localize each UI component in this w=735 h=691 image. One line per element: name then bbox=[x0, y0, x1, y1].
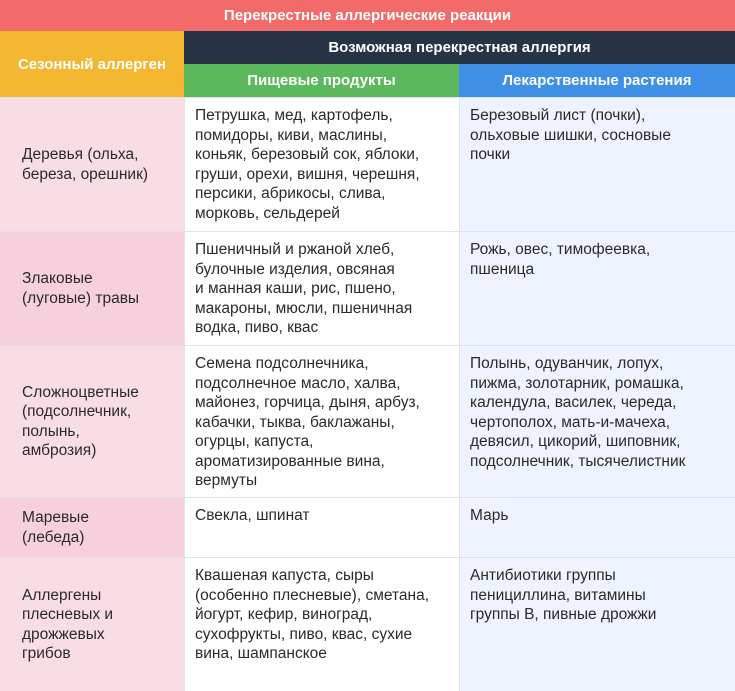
herbs-cell: Рожь, овес, тимофеевка, пшеница bbox=[459, 232, 735, 345]
allergen-cell: Сложноцветные (подсолнечник, полынь, амброзия) bbox=[0, 346, 184, 497]
food-cell: Свекла, шпинат bbox=[184, 498, 459, 557]
herbs-cell: Марь bbox=[459, 498, 735, 557]
table-row bbox=[0, 497, 735, 557]
table-row bbox=[0, 231, 735, 345]
herbs-cell: Березовый лист (почки), ольховые шишки, сосновые почки bbox=[459, 98, 735, 231]
table-row bbox=[0, 557, 735, 691]
food-cell: Квашеная капуста, сыры (особенно плесневые), сметана, йогурт, кефир, виноград, сухофрукты, пиво, квас, сухие вина, шампанское bbox=[184, 558, 459, 691]
header-food-products: Пищевые продукты bbox=[184, 64, 459, 97]
table-row bbox=[0, 345, 735, 497]
table-row bbox=[0, 97, 735, 231]
herbs-cell: Антибиотики группы пенициллина, витамины группы В, пивные дрожжи bbox=[459, 558, 735, 691]
allergen-cell: Аллергены плесневых и дрожжевых грибов bbox=[0, 558, 184, 691]
allergen-cell: Злаковые (луговые) травы bbox=[0, 232, 184, 345]
header-medicinal-plants: Лекарственные растения bbox=[459, 64, 735, 97]
food-cell: Пшеничный и ржаной хлеб, булочные изделия, овсяная и манная каши, рис, пшено, макароны, мюсли, пшеничная водка, пиво, квас bbox=[184, 232, 459, 345]
header-seasonal-allergen: Сезонный аллерген bbox=[0, 31, 184, 97]
header-possible-cross-allergy: Возможная перекрестная аллергия bbox=[184, 31, 735, 64]
food-cell: Семена подсолнечника, подсолнечное масло, халва, майонез, горчица, дыня, арбуз, кабачки, тыква, баклажаны, огурцы, капуста, ароматизированные вина, вермуты bbox=[184, 346, 459, 497]
food-cell: Петрушка, мед, картофель, помидоры, киви, маслины, коньяк, березовый сок, яблоки, груши, орехи, вишня, черешня, персики, абрикосы, слива, морковь, сельдерей bbox=[184, 98, 459, 231]
allergen-cell: Деревья (ольха, береза, орешник) bbox=[0, 98, 184, 231]
allergen-cell: Маревые (лебеда) bbox=[0, 498, 184, 557]
herbs-cell: Полынь, одуванчик, лопух, пижма, золотарник, ромашка, календула, василек, череда, чертополох, мать-и-мачеха, девясил, цикорий, шиповник, подсолнечник, тысячелистник bbox=[459, 346, 735, 497]
table-title: Перекрестные аллергические реакции bbox=[0, 0, 735, 31]
